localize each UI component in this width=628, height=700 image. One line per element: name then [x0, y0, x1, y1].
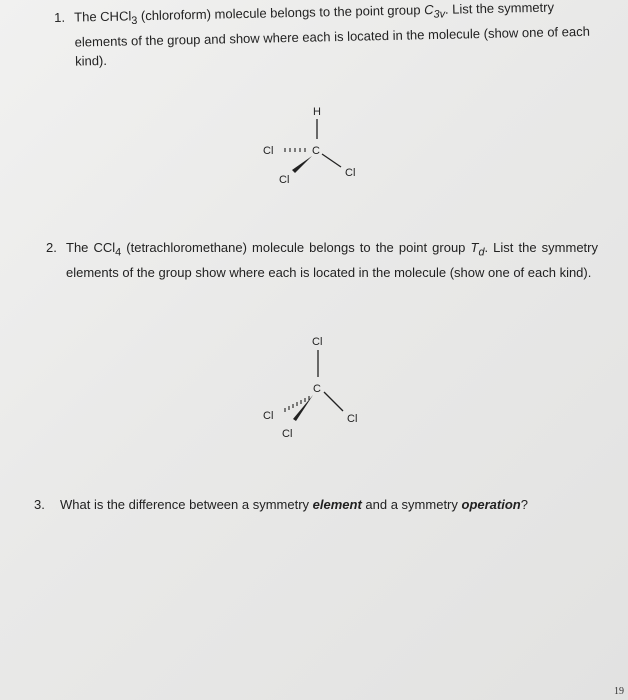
chcl3-c-label: C [312, 145, 320, 157]
ccl4-cl-wedge-label: Cl [282, 428, 293, 440]
question-3-text: What is the difference between a symmetry element and a symmetry operation? [60, 497, 528, 512]
chcl3-cl-right-label: Cl [345, 167, 356, 179]
ccl4-structure [255, 333, 395, 443]
question-3-number: 3. [34, 497, 45, 512]
question-2-number: 2. [46, 240, 57, 255]
ccl4-cl-right-label: Cl [347, 413, 358, 425]
chcl3-structure [255, 103, 395, 193]
ccl4-cl-top-label: Cl [312, 336, 323, 348]
page-number: 19 [614, 686, 624, 697]
question-1 [54, 0, 594, 69]
question-1-number: 1. [54, 9, 66, 25]
question-1-text: The CHCl$_3$ (chloroform) molecule belongs to the point group $C_{3v}$. List the symmetry elements of the group and show where each is located in the molecule (show one of each kind). [74, 0, 591, 69]
question-2-text: The CCl$_4$ (tetrachloromethane) molecule belongs to the point group $T_d$. List the symmetry elements of the group show where each is located in the molecule (show one of each kind). [66, 240, 598, 280]
chcl3-cl-hashed-label: Cl [263, 145, 274, 157]
chcl3-h-label: H [313, 106, 321, 118]
ccl4-c-label: C [313, 383, 321, 395]
chcl3-cl-wedge-label: Cl [279, 174, 290, 186]
ccl4-cl-hashed-label: Cl [263, 410, 274, 422]
